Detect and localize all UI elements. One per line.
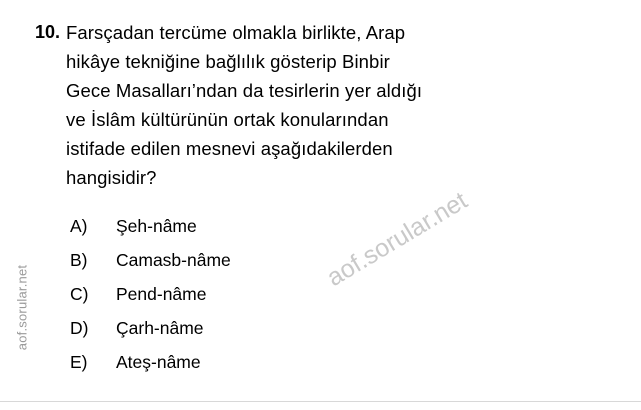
option-letter: E) [70, 352, 88, 372]
question-number: 10. [34, 22, 60, 42]
option-e[interactable] [70, 352, 550, 386]
option-letter: B) [70, 250, 88, 270]
diagonal-watermark: aof.sorular.net [322, 186, 473, 293]
option-label: Ateş-nâme [116, 352, 201, 372]
question-line: hangisidir? [66, 167, 157, 188]
option-letter: A) [70, 216, 88, 236]
question-block [22, 18, 620, 192]
option-label: Çarh-nâme [116, 318, 204, 338]
question-line: Farsçadan tercüme olmakla birlikte, Arap [66, 22, 406, 43]
option-letter: C) [70, 284, 89, 304]
option-d[interactable] [70, 318, 550, 352]
option-letter: D) [70, 318, 89, 338]
option-c[interactable] [70, 284, 550, 318]
question-text [66, 18, 620, 192]
option-a[interactable] [70, 216, 550, 250]
bottom-divider [0, 401, 641, 402]
question-line: istifade edilen mesnevi aşağıdakilerden [66, 138, 393, 159]
option-label: Pend-nâme [116, 284, 207, 304]
question-line: hikâye tekniğine bağlılık gösterip Binbir [66, 51, 390, 72]
options-list [70, 216, 550, 386]
option-label: Camasb-nâme [116, 250, 231, 270]
question-line: Gece Masalları’ndan da tesirlerin yer aldığı [66, 80, 423, 101]
question-line: ve İslâm kültürünün ortak konularından [66, 109, 389, 130]
side-watermark: aof.sorular.net [14, 264, 30, 351]
option-b[interactable] [70, 250, 550, 284]
option-label: Şeh-nâme [116, 216, 197, 236]
